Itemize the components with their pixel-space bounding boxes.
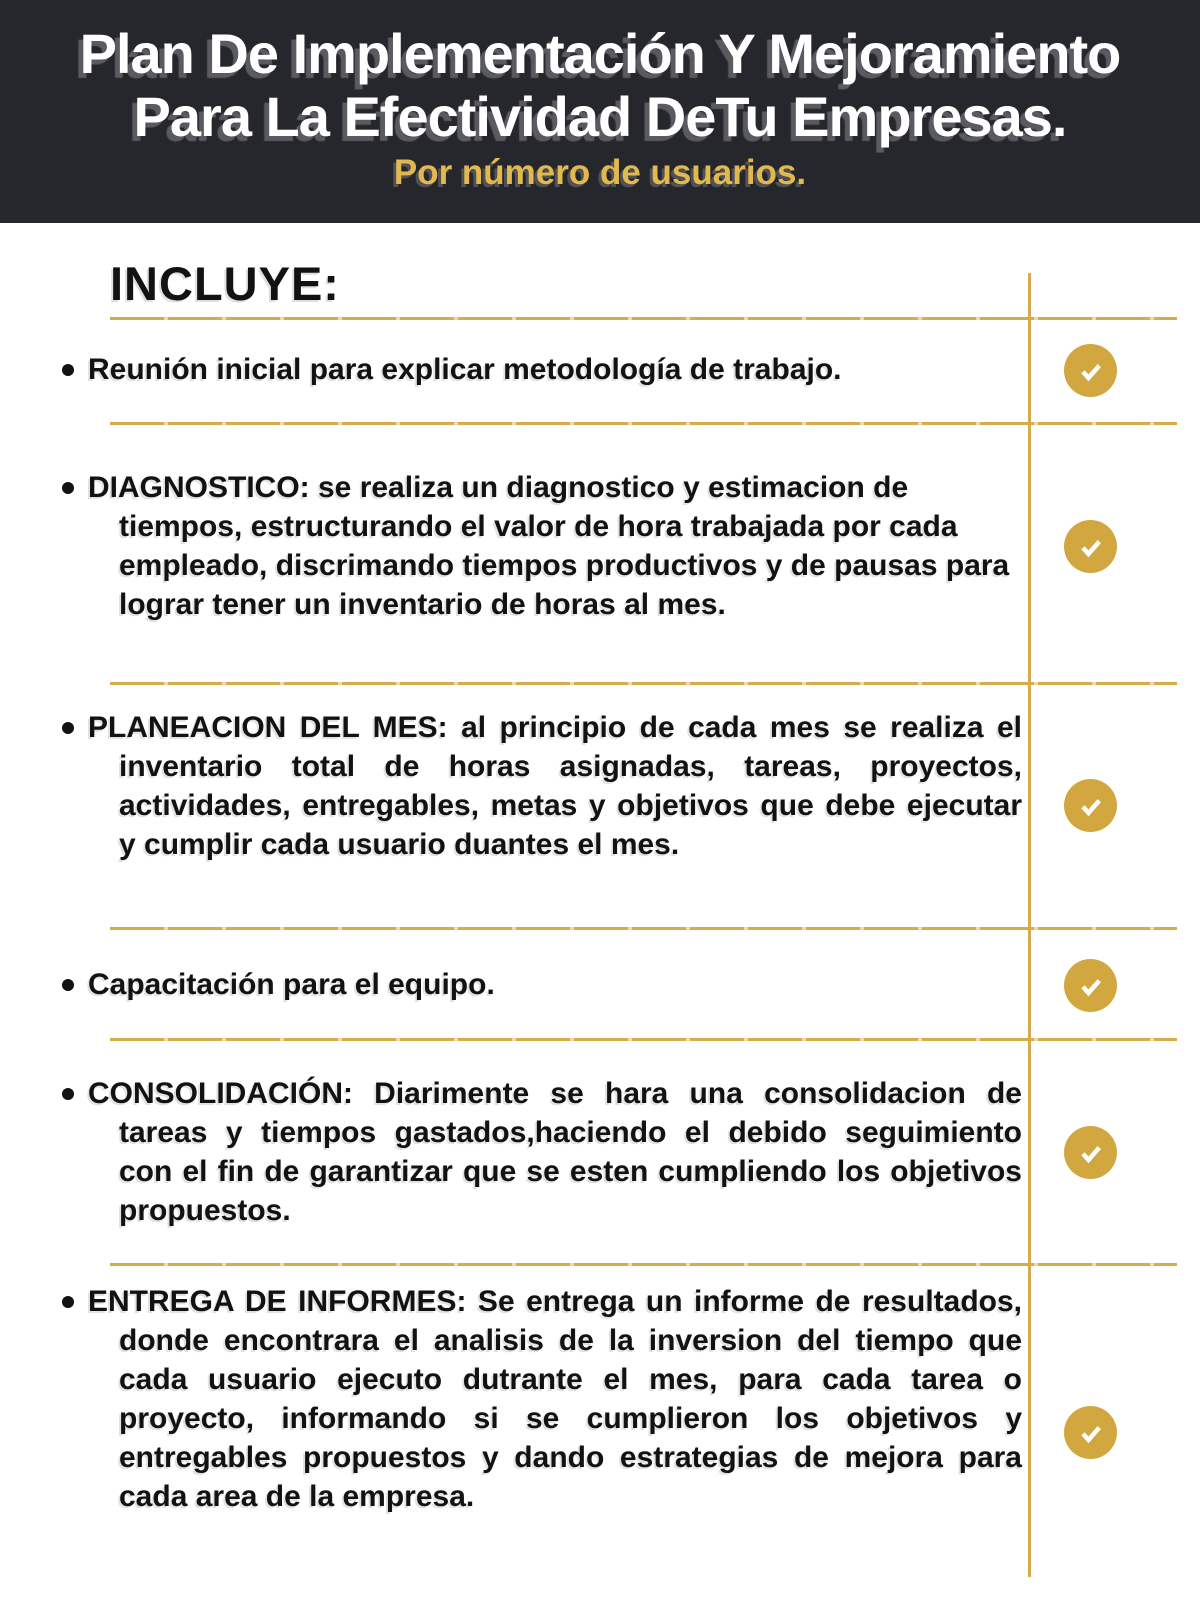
checkmark-icon: [1064, 959, 1117, 1012]
section-heading: INCLUYE:: [110, 257, 340, 310]
header-banner: [0, 0, 1200, 223]
list-item: [62, 468, 1022, 624]
separator-line: [110, 927, 1177, 930]
page-title: [0, 0, 1200, 148]
bullet-icon: [62, 364, 74, 376]
separator-line: [110, 1038, 1177, 1041]
separator-line: [110, 682, 1177, 685]
list-item: [62, 1074, 1022, 1230]
checkmark-icon: [1064, 520, 1117, 573]
list-item-text: Capacitación para el equipo.: [88, 968, 495, 1001]
list-item: [62, 1282, 1022, 1516]
list-item-text: DIAGNOSTICO: se realiza un diagnostico y estimacion de tiempos, estructurando el valor de hora trabajada por cada empleado, discrimando tiempos productivos y de pausas para lograr tener un inventario de horas al mes.: [88, 471, 1010, 621]
page-title-line-2: Para La Efectividad DeTu Empresas.: [133, 85, 1067, 148]
checkmark-icon: [1064, 779, 1117, 832]
bullet-icon: [62, 482, 74, 494]
list-item: [62, 708, 1022, 864]
list-item-text: PLANEACION DEL MES: al principio de cada mes se realiza el inventario total de horas asignadas, tareas, proyectos, actividades, entregables, metas y objetivos que debe ejecutar y cumplir cada usuario duantes el mes.: [88, 711, 1022, 861]
checkmark-icon: [1064, 1126, 1117, 1179]
bullet-icon: [62, 979, 74, 991]
checkmark-icon: [1064, 1406, 1117, 1459]
list-item: [62, 965, 1022, 1004]
bullet-icon: [62, 1088, 74, 1100]
list-item-text: CONSOLIDACIÓN: Diarimente se hara una consolidacion de tareas y tiempos gastados,haciendo el debido seguimiento con el fin de garantizar que se esten cumpliendo los objetivos propuestos.: [88, 1077, 1022, 1227]
divider-vertical-line: [1028, 273, 1031, 1577]
bullet-icon: [62, 1296, 74, 1308]
bullet-icon: [62, 722, 74, 734]
checkmark-icon: [1064, 344, 1117, 397]
page-subtitle: Por número de usuarios.: [393, 153, 807, 192]
separator-line: [110, 422, 1177, 425]
page-title-line-1: Plan De Implementación Y Mejoramiento: [79, 22, 1121, 85]
list-item: [62, 350, 1022, 389]
separator-line: [110, 317, 1177, 320]
list-item-text: Reunión inicial para explicar metodología de trabajo.: [88, 353, 842, 386]
list-item-text: ENTREGA DE INFORMES: Se entrega un informe de resultados, donde encontrara el analisis de la inversion del tiempo que cada usuario ejecuto dutrante el mes, para cada tarea o proyecto, informando si se cumplieron los objetivos y entregables propuestos y dando estrategias de mejora para cada area de la empresa.: [88, 1285, 1022, 1513]
separator-line: [110, 1263, 1177, 1266]
